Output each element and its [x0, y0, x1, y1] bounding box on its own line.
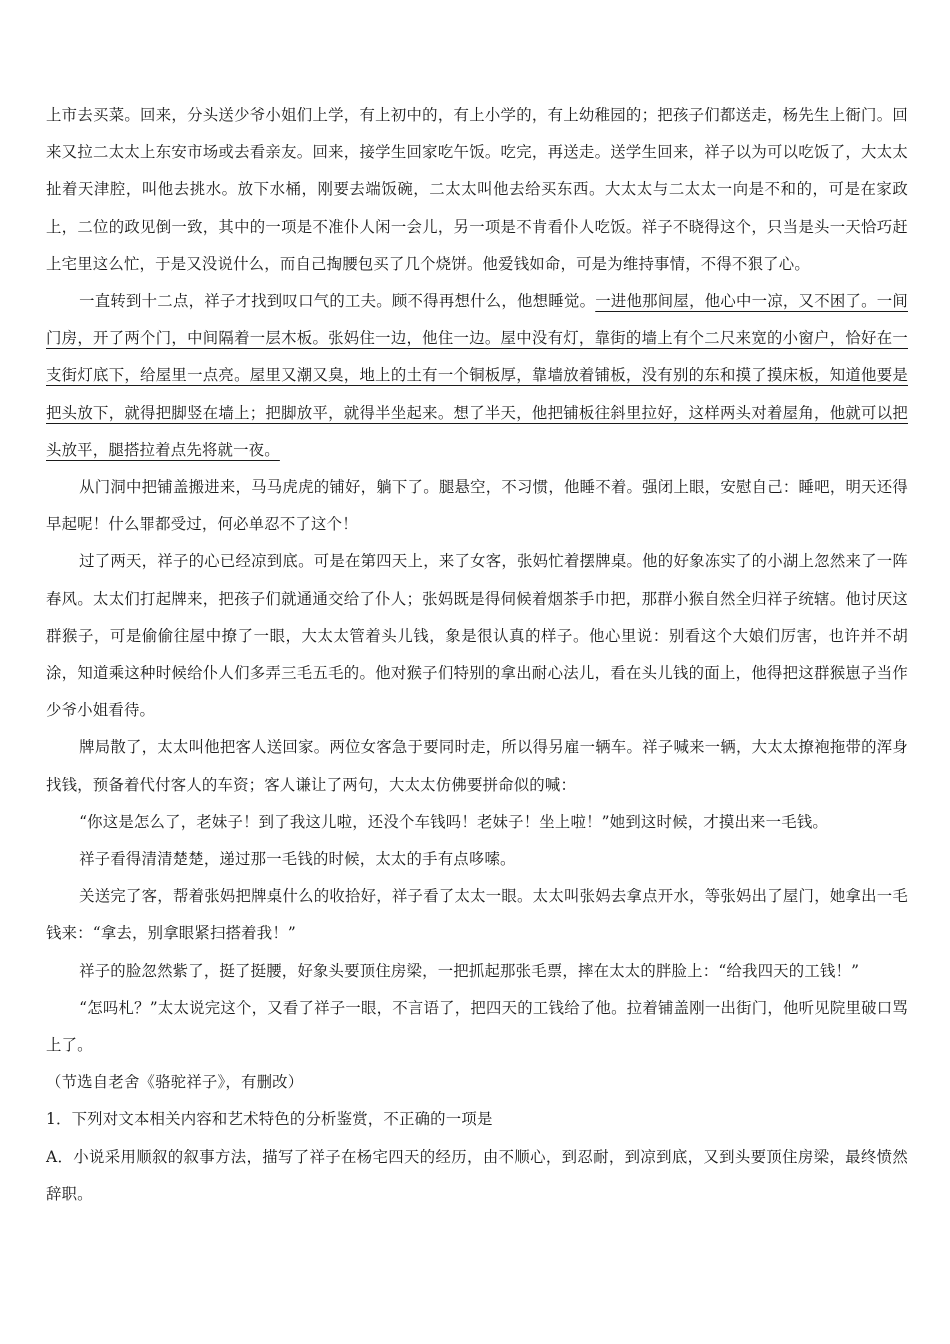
- paragraph-8: 关送完了客，帮着张妈把牌桌什么的收拾好，祥子看了太太一眼。太太叫张妈去拿点开水，等张妈出了屋门，她拿出一毛钱来：“拿去，别拿眼紧扫搭着我！”: [46, 887, 908, 943]
- paragraph-7: 祥子看得清清楚楚，递过那一毛钱的时候，太太的手有点哆嗦。: [79, 850, 516, 869]
- paragraph-2: [46, 283, 908, 469]
- source-note: （节选自老舍《骆驼祥子》，有删改）: [46, 1073, 304, 1092]
- underlined-passage: 一进他那间屋，他心中一凉，又不困了。一间门房，开了两个门，中间隔着一层木板。张妈住一边，他住一边。屋中没有灯，靠街的墙上有个二尺来宽的小窗户，恰好在一支街灯底下，给屋里一点亮。屋里又潮又臭，地上的土有一个铜板厚，靠墙放着铺板，没有别的东和摸了摸床板，知道他要是把头放下，就得把脚竖在墙上；把脚放平，就得半坐起来。想了半天，他把铺板往斜里拉好，这样两头对着屋角，他就可以把头放平，腿搭拉着点先将就一夜。: [46, 292, 908, 459]
- paragraph-5: 牌局散了，太太叫他把客人送回家。两位女客急于要同时走，所以得另雇一辆车。祥子喊来一辆，大太太撩袍拖带的浑身找钱，预备着代付客人的车资；客人谦让了两句，大太太仿佛要拼命似的喊：: [46, 738, 908, 794]
- paragraph-4: 过了两天，祥子的心已经凉到底。可是在第四天上，来了女客，张妈忙着摆牌桌。他的好象冻实了的小湖上忽然来了一阵春风。太太们打起牌来，把孩子们就通通交给了仆人；张妈既是得伺候着烟茶手巾把，那群小猴自然全归祥子统辖。他讨厌这群猴子，可是偷偷往屋中撩了一眼，大太太管着头儿钱，象是很认真的样子。他心里说：别看这个大娘们厉害，也许并不胡涂，知道乘这种时候给仆人们多弄三毛五毛的。他对猴子们特别的拿出耐心法儿，看在头儿钱的面上，他得把这群猴崽子当作少爷小姐看待。: [46, 552, 908, 720]
- option-a: A．小说采用顺叙的叙事方法，描写了祥子在杨宅四天的经历，由不顺心，到忍耐，到凉到底，又到头要顶住房梁，最终愤然辞职。: [46, 1147, 908, 1203]
- paragraph-6: “你这是怎么了，老妹子！到了我这儿啦，还没个车钱吗！老妹子！坐上啦！”她到这时候，才摸出来一毛钱。: [79, 812, 829, 831]
- paragraph-3: 从门洞中把铺盖搬进来，马马虎虎的铺好，躺下了。腿悬空，不习惯，他睡不着。强闭上眼，安慰自己：睡吧，明天还得早起呢！什么罪都受过，何必单忍不了这个！: [46, 478, 908, 534]
- question-1: 1．下列对文本相关内容和艺术特色的分析鉴赏，不正确的一项是: [46, 1110, 493, 1129]
- paragraph-10: “怎吗札？”太太说完这个，又看了祥子一眼，不言语了，把四天的工钱给了他。拉着铺盖刚一出街门，他听见院里破口骂上了。: [46, 998, 908, 1055]
- paragraph-9: 祥子的脸忽然紫了，挺了挺腰，好象头要顶住房梁，一把抓起那张毛票，摔在太太的胖脸上：“给我四天的工钱！”: [79, 961, 860, 980]
- paragraph-2-plain: 一直转到十二点，祥子才找到叹口气的工夫。顾不得再想什么，他想睡觉。: [79, 292, 596, 311]
- document-page: [46, 97, 908, 1213]
- paragraph-1: 上市去买菜。回来，分头送少爷小姐们上学，有上初中的，有上小学的，有上幼稚园的；把孩子们都送走，杨先生上衙门。回来又拉二太太上东安市场或去看亲友。回来，接学生回家吃午饭。吃完，再送走。送学生回来，祥子以为可以吃饭了，大太太扯着天津腔，叫他去挑水。放下水桶，刚要去端饭碗，二太太叫他去给买东西。大太太与二太太一向是不和的，可是在家政上，二位的政见倒一致，其中的一项是不准仆人闲一会儿，另一项是不肯看仆人吃饭。祥子不晓得这个，只当是头一天恰巧赶上宅里这么忙，于是又没说什么，而自己掏腰包买了几个烧饼。他爱钱如命，可是为维持事情，不得不狠了心。: [46, 106, 908, 273]
